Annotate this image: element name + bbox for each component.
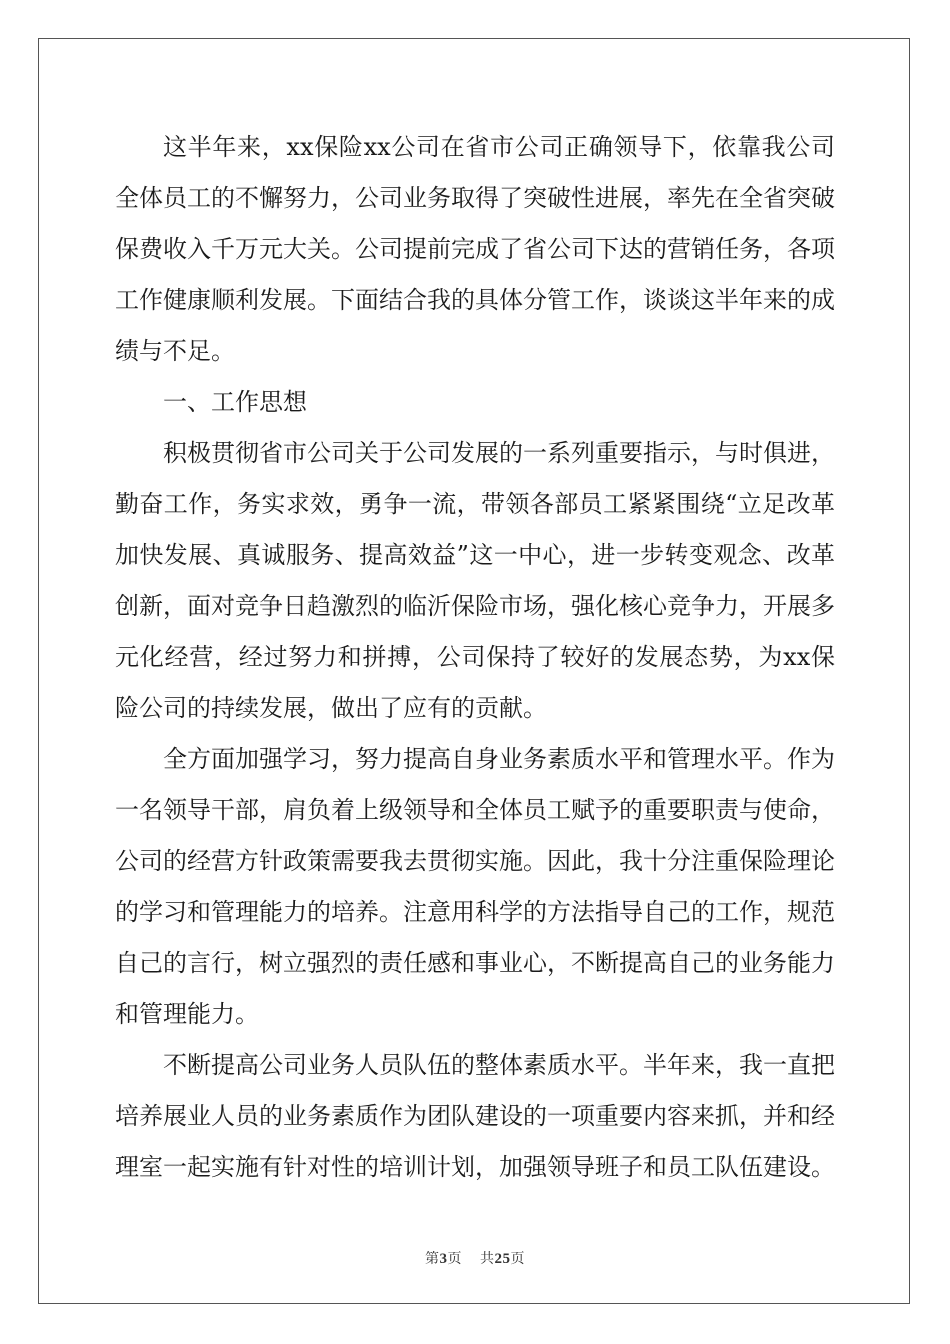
page-number: 3 — [439, 1251, 448, 1267]
paragraph-intro: 这半年来，xx保险xx公司在省市公司正确领导下，依靠我公司全体员工的不懈努力，公司业务取得了突破性进展，率先在全省突破保费收入千万元大关。公司提前完成了省公司下达的营销任务，各项工作健康顺利发展。下面结合我的具体分管工作，谈谈这半年来的成绩与不足。 — [115, 133, 835, 365]
document-body — [115, 122, 835, 1193]
total-suffix: 页 — [510, 1251, 525, 1267]
total-pages: 25 — [494, 1251, 511, 1267]
section-heading: 一、工作思想 — [163, 388, 307, 416]
page-prefix: 第 — [425, 1251, 440, 1267]
page-suffix: 页 — [447, 1251, 462, 1267]
total-prefix: 共 — [480, 1251, 495, 1267]
page-footer — [0, 1248, 950, 1268]
paragraph-work-thought: 积极贯彻省市公司关于公司发展的一系列重要指示，与时俱进，勤奋工作，务实求效，勇争一流，带领各部员工紧紧围绕“立足改革加快发展、真诚服务、提高效益”这一中心，进一步转变观念、改革创新，面对竞争日趋激烈的临沂保险市场，强化核心竞争力，开展多元化经营，经过努力和拼搏，公司保持了较好的发展态势，为xx保险公司的持续发展，做出了应有的贡献。 — [115, 439, 835, 722]
paragraph-study: 全方面加强学习，努力提高自身业务素质水平和管理水平。作为一名领导干部，肩负着上级领导和全体员工赋予的重要职责与使命，公司的经营方针政策需要我去贯彻实施。因此，我十分注重保险理论的学习和管理能力的培养。注意用科学的方法指导自己的工作，规范自己的言行，树立强烈的责任感和事业心，不断提高自己的业务能力和管理能力。 — [115, 745, 835, 1028]
paragraph-team: 不断提高公司业务人员队伍的整体素质水平。半年来，我一直把培养展业人员的业务素质作为团队建设的一项重要内容来抓，并和经理室一起实施有针对性的培训计划，加强领导班子和员工队伍建设。 — [115, 1051, 835, 1181]
